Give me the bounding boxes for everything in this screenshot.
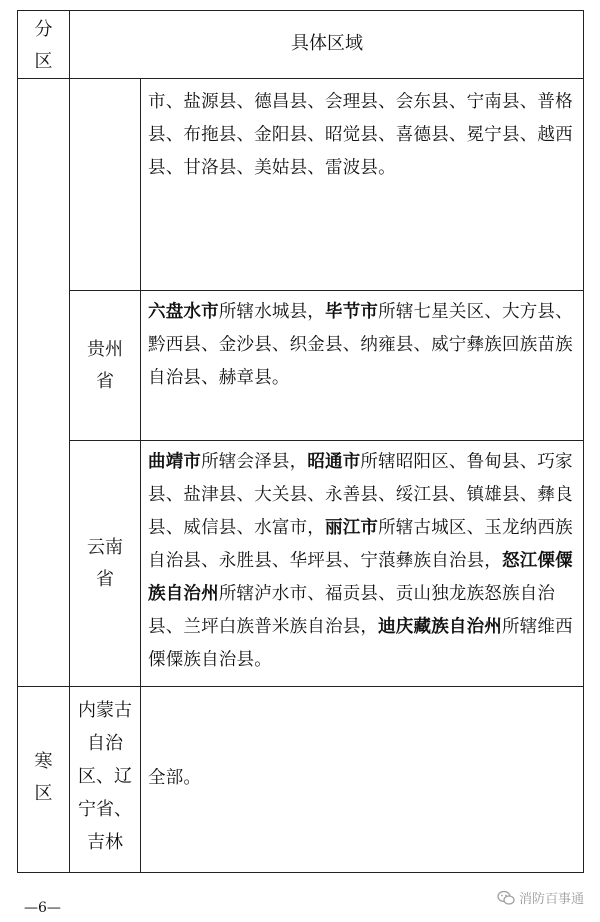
- place-text: 所辖古城区、玉龙纳西族自治县、永胜县、华坪县、宁蒗彝族自治县，: [148, 518, 573, 571]
- zone-cold: 寒 区: [34, 751, 53, 804]
- header-area: 具体区域: [291, 33, 363, 54]
- page-number: —6—: [24, 900, 61, 916]
- place-name-bold: 丽江市: [325, 518, 379, 538]
- watermark: [497, 888, 584, 907]
- place-text: 所辖昭阳区、鲁甸县、巧家县、盐津县、大关县、永善县、绥江县、镇雄县、彝良县、威信县、水富市，: [148, 452, 573, 538]
- watermark-text: 消防百事通: [518, 892, 584, 907]
- place-name-bold: 六盘水市: [148, 302, 219, 322]
- place-text: 所辖维西傈僳族自治县。: [148, 617, 573, 670]
- province-yunnan: 云南 省: [87, 537, 123, 590]
- continued-county-list: 市、盐源县、德昌县、会理县、会东县、宁南县、普格县、布拖县、金阳县、昭觉县、喜德县、冕宁县、越西县、甘洛县、美姑县、雷波县。: [148, 92, 573, 178]
- place-name-bold: 迪庆藏族自治州: [378, 617, 503, 637]
- province-cold-group: 内蒙古 自治 区、辽 宁省、 吉林: [78, 700, 132, 853]
- rule-col2-right: [140, 78, 141, 873]
- place-name-bold: 怒江傈僳族自治州: [148, 551, 573, 604]
- cold-area-all: 全部。: [148, 768, 202, 788]
- yunnan-county-list: [148, 446, 578, 677]
- place-name-bold: 昭通市: [307, 452, 361, 472]
- place-name-bold: 毕节市: [325, 302, 379, 322]
- rule-header-bottom: [17, 78, 584, 79]
- guizhou-county-list: [148, 296, 578, 395]
- rule-row2-bottom: [69, 440, 584, 441]
- rule-row1-bottom: [69, 290, 584, 291]
- wechat-icon: [497, 890, 515, 906]
- place-text: 所辖会泽县，: [201, 452, 308, 472]
- rule-row3-bottom: [17, 686, 584, 687]
- place-name-bold: 曲靖市: [148, 452, 202, 472]
- place-text: 所辖水城县，: [218, 302, 326, 322]
- place-text: 所辖七星关区、大方县、黔西县、金沙县、织金县、纳雍县、威宁彝族回族苗族自治县、赫章县。: [148, 302, 573, 388]
- province-guizhou: 贵州 省: [87, 339, 123, 392]
- place-text: 所辖泸水市、福贡县、贡山独龙族怒族自治县、兰坪白族普米族自治县，: [148, 584, 556, 637]
- header-zone: 分 区: [34, 19, 53, 72]
